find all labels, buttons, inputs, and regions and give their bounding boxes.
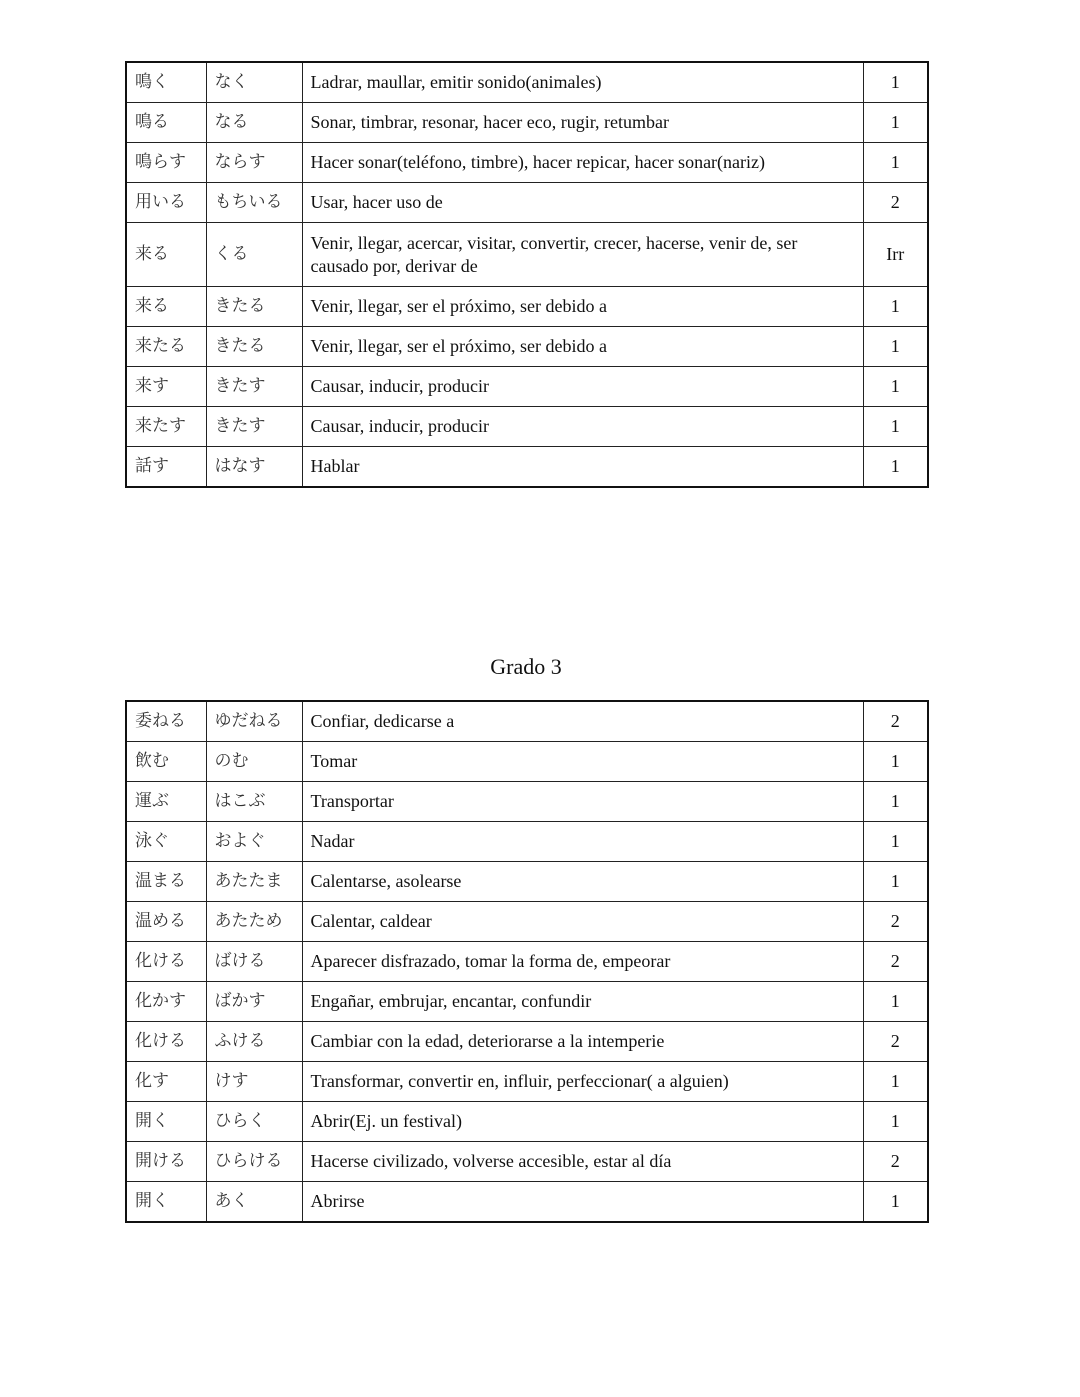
verb-group-cell: 1: [863, 862, 928, 902]
verb-meaning-cell: Calentarse, asolearse: [302, 862, 863, 902]
verb-reading-cell: ひらく: [206, 1102, 302, 1142]
table-row: [126, 223, 928, 287]
table-row: [126, 982, 928, 1022]
verb-group-cell: 2: [863, 1142, 928, 1182]
verb-group-cell: 1: [863, 982, 928, 1022]
verb-group-cell: 2: [863, 1022, 928, 1062]
table-row: [126, 862, 928, 902]
verb-kanji-cell: 来る: [126, 223, 206, 287]
verb-group-cell: 1: [863, 742, 928, 782]
table-row: [126, 1022, 928, 1062]
verb-kanji-cell: 化ける: [126, 942, 206, 982]
verb-reading-cell: のむ: [206, 742, 302, 782]
verb-reading-cell: きたす: [206, 367, 302, 407]
verb-group-cell: 1: [863, 62, 928, 103]
verb-kanji-cell: 開ける: [126, 1142, 206, 1182]
verb-kanji-cell: 温まる: [126, 862, 206, 902]
verb-kanji-cell: 化かす: [126, 982, 206, 1022]
verb-group-cell: 1: [863, 1062, 928, 1102]
verb-reading-cell: くる: [206, 223, 302, 287]
verb-meaning-cell: Causar, inducir, producir: [302, 367, 863, 407]
table-row: [126, 143, 928, 183]
verb-group-cell: 2: [863, 701, 928, 742]
verb-reading-cell: およぐ: [206, 822, 302, 862]
table-row: [126, 183, 928, 223]
table-row: [126, 407, 928, 447]
verb-kanji-cell: 運ぶ: [126, 782, 206, 822]
verb-kanji-cell: 鳴らす: [126, 143, 206, 183]
verb-meaning-cell: Tomar: [302, 742, 863, 782]
verb-reading-cell: あたため: [206, 902, 302, 942]
verb-group-cell: 2: [863, 942, 928, 982]
verb-group-cell: 1: [863, 103, 928, 143]
table-row: [126, 942, 928, 982]
verb-group-cell: 2: [863, 902, 928, 942]
verb-meaning-cell: Sonar, timbrar, resonar, hacer eco, rugir, retumbar: [302, 103, 863, 143]
verb-group-cell: 1: [863, 782, 928, 822]
verb-meaning-cell: Aparecer disfrazado, tomar la forma de, empeorar: [302, 942, 863, 982]
verb-reading-cell: ゆだねる: [206, 701, 302, 742]
table-row: [126, 367, 928, 407]
table-row: [126, 447, 928, 488]
verb-meaning-cell: Hacer sonar(teléfono, timbre), hacer repicar, hacer sonar(nariz): [302, 143, 863, 183]
verb-meaning-cell: Calentar, caldear: [302, 902, 863, 942]
verb-meaning-cell: Transportar: [302, 782, 863, 822]
verb-kanji-cell: 開く: [126, 1102, 206, 1142]
table-row: [126, 742, 928, 782]
verb-reading-cell: あたたま: [206, 862, 302, 902]
table-row: [126, 1182, 928, 1223]
verb-meaning-cell: Venir, llegar, ser el próximo, ser debido a: [302, 287, 863, 327]
verb-reading-cell: ばける: [206, 942, 302, 982]
verb-meaning-cell: Engañar, embrujar, encantar, confundir: [302, 982, 863, 1022]
verb-kanji-cell: 来す: [126, 367, 206, 407]
verb-reading-cell: きたす: [206, 407, 302, 447]
verb-reading-cell: きたる: [206, 287, 302, 327]
verb-reading-cell: けす: [206, 1062, 302, 1102]
verb-kanji-cell: 化す: [126, 1062, 206, 1102]
verb-meaning-cell: Hablar: [302, 447, 863, 488]
verb-kanji-cell: 泳ぐ: [126, 822, 206, 862]
verb-meaning-cell: Cambiar con la edad, deteriorarse a la intemperie: [302, 1022, 863, 1062]
verb-meaning-cell: Ladrar, maullar, emitir sonido(animales): [302, 62, 863, 103]
verb-reading-cell: なる: [206, 103, 302, 143]
verb-kanji-cell: 用いる: [126, 183, 206, 223]
verb-meaning-cell: Venir, llegar, acercar, visitar, convertir, crecer, hacerse, venir de, ser causado por, derivar de: [302, 223, 863, 287]
verb-kanji-cell: 開く: [126, 1182, 206, 1223]
verb-kanji-cell: 来る: [126, 287, 206, 327]
verb-meaning-cell: Confiar, dedicarse a: [302, 701, 863, 742]
verb-reading-cell: ひらける: [206, 1142, 302, 1182]
verb-group-cell: 1: [863, 327, 928, 367]
verb-meaning-cell: Causar, inducir, producir: [302, 407, 863, 447]
verb-reading-cell: はこぶ: [206, 782, 302, 822]
section-title: Grado 3: [490, 654, 562, 679]
table-row: [126, 1102, 928, 1142]
verb-table-1: [125, 61, 929, 488]
verb-kanji-cell: 話す: [126, 447, 206, 488]
verb-kanji-cell: 委ねる: [126, 701, 206, 742]
verb-group-cell: 1: [863, 822, 928, 862]
table-row: [126, 287, 928, 327]
table-row: [126, 327, 928, 367]
verb-group-cell: 1: [863, 367, 928, 407]
verb-reading-cell: はなす: [206, 447, 302, 488]
verb-group-cell: 1: [863, 1182, 928, 1223]
verb-group-cell: 1: [863, 447, 928, 488]
table-row: [126, 1062, 928, 1102]
verb-table-2: [125, 700, 929, 1223]
verb-kanji-cell: 来たす: [126, 407, 206, 447]
verb-reading-cell: ばかす: [206, 982, 302, 1022]
verb-meaning-cell: Nadar: [302, 822, 863, 862]
table-row: [126, 902, 928, 942]
verb-kanji-cell: 飲む: [126, 742, 206, 782]
verb-kanji-cell: 鳴る: [126, 103, 206, 143]
verb-group-cell: 1: [863, 407, 928, 447]
verb-reading-cell: なく: [206, 62, 302, 103]
verb-reading-cell: ふける: [206, 1022, 302, 1062]
table-row: [126, 1142, 928, 1182]
verb-meaning-cell: Abrir(Ej. un festival): [302, 1102, 863, 1142]
verb-kanji-cell: 鳴く: [126, 62, 206, 103]
verb-group-cell: 1: [863, 287, 928, 327]
verb-reading-cell: もちいる: [206, 183, 302, 223]
verb-meaning-cell: Hacerse civilizado, volverse accesible, estar al día: [302, 1142, 863, 1182]
verb-group-cell: Irr: [863, 223, 928, 287]
verb-reading-cell: あく: [206, 1182, 302, 1223]
verb-meaning-cell: Transformar, convertir en, influir, perfeccionar( a alguien): [302, 1062, 863, 1102]
table-row: [126, 822, 928, 862]
table-row: [126, 782, 928, 822]
table-row: [126, 62, 928, 103]
verb-reading-cell: きたる: [206, 327, 302, 367]
verb-reading-cell: ならす: [206, 143, 302, 183]
table-row: [126, 701, 928, 742]
verb-meaning-cell: Usar, hacer uso de: [302, 183, 863, 223]
verb-kanji-cell: 来たる: [126, 327, 206, 367]
verb-group-cell: 1: [863, 1102, 928, 1142]
table-row: [126, 103, 928, 143]
verb-meaning-cell: Venir, llegar, ser el próximo, ser debido a: [302, 327, 863, 367]
verb-kanji-cell: 化ける: [126, 1022, 206, 1062]
verb-kanji-cell: 温める: [126, 902, 206, 942]
verb-group-cell: 1: [863, 143, 928, 183]
verb-group-cell: 2: [863, 183, 928, 223]
verb-meaning-cell: Abrirse: [302, 1182, 863, 1223]
